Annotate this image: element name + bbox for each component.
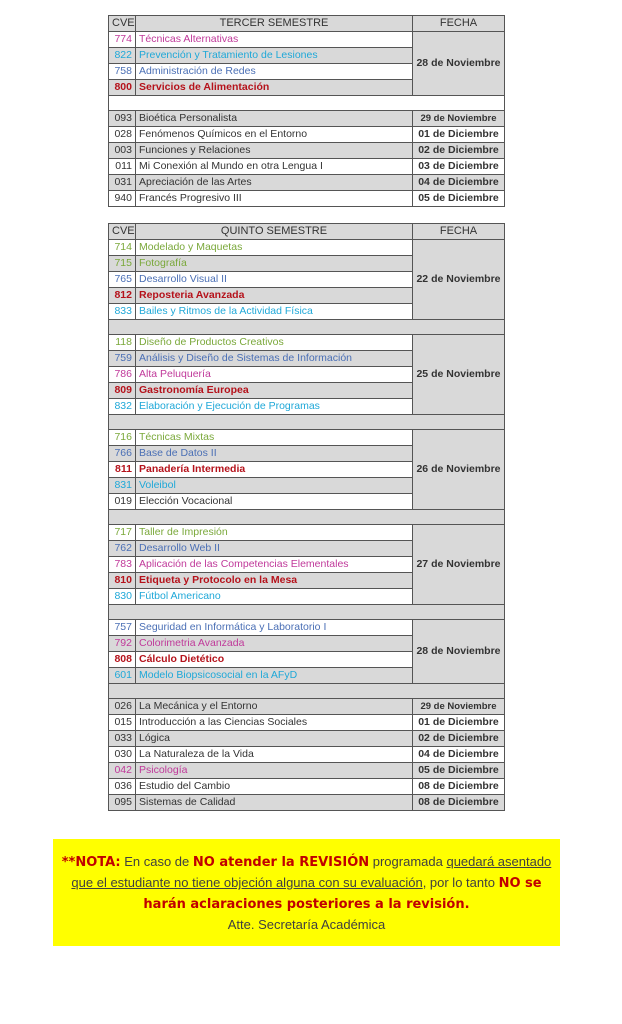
cve-cell: 757 [109,620,136,636]
date-cell: 28 de Noviembre [413,32,505,96]
separator-cell [109,510,505,525]
cve-cell: 800 [109,80,136,96]
table-row [109,335,505,351]
table-row [109,620,505,636]
subject-cell: Introducción a las Ciencias Sociales [136,715,413,731]
subject-cell: Psicología [136,763,413,779]
subject-cell: Bioética Personalista [136,111,413,127]
table-row [109,779,505,795]
cve-cell: 765 [109,272,136,288]
subject-cell: La Mecánica y el Entorno [136,699,413,715]
table-row [109,159,505,175]
subject-cell: Colorimetria Avanzada [136,636,413,652]
subject-cell: Elección Vocacional [136,494,413,510]
date-cell: 04 de Diciembre [413,175,505,191]
cve-cell: 716 [109,430,136,446]
subject-cell: Administración de Redes [136,64,413,80]
date-cell: 03 de Diciembre [413,159,505,175]
subject-cell: Sistemas de Calidad [136,795,413,811]
table-row [109,731,505,747]
cve-cell: 792 [109,636,136,652]
table-row [109,795,505,811]
cve-cell: 822 [109,48,136,64]
note-underlined: quedará asentado que el estudiante no tiene objeción alguna con su evaluación [71,854,552,890]
date-cell: 29 de Noviembre [413,699,505,715]
cve-cell: 093 [109,111,136,127]
subject-cell: Técnicas Alternativas [136,32,413,48]
date-cell: 08 de Diciembre [413,795,505,811]
date-cell: 08 de Diciembre [413,779,505,795]
cve-cell: 833 [109,304,136,320]
subject-cell: Funciones y Relaciones [136,143,413,159]
subject-cell: Fútbol Americano [136,589,413,605]
table-row [109,143,505,159]
separator-cell [109,320,505,335]
table-row [109,32,505,48]
separator-cell [109,684,505,699]
date-cell: 28 de Noviembre [413,620,505,684]
note-signature: Atte. Secretaría Académica [227,917,386,932]
header-title: QUINTO SEMESTRE [136,224,413,240]
note-emphasis-1: NO atender la REVISIÓN [192,855,370,870]
date-cell: 04 de Diciembre [413,747,505,763]
separator-row [109,320,505,335]
subject-cell: Desarrollo Web II [136,541,413,557]
cve-cell: 095 [109,795,136,811]
cve-cell: 036 [109,779,136,795]
separator-row [109,684,505,699]
note-text-3: , por lo tanto [422,875,499,890]
separator-cell [109,96,505,111]
table-row [109,699,505,715]
header-cve: CVE [109,224,136,240]
cve-cell: 832 [109,399,136,415]
subject-cell: Lógica [136,731,413,747]
cve-cell: 811 [109,462,136,478]
subject-cell: Panadería Intermedia [136,462,413,478]
separator-cell [109,415,505,430]
revision-note [53,839,560,946]
subject-cell: Taller de Impresión [136,525,413,541]
subject-cell: Fotografía [136,256,413,272]
subject-cell: Prevención y Tratamiento de Lesiones [136,48,413,64]
subject-cell: Análisis y Diseño de Sistemas de Información [136,351,413,367]
subject-cell: Estudio del Cambio [136,779,413,795]
separator-row [109,605,505,620]
cve-cell: 808 [109,652,136,668]
cve-cell: 786 [109,367,136,383]
cve-cell: 810 [109,573,136,589]
subject-cell: Alta Peluquería [136,367,413,383]
subject-cell: Base de Datos II [136,446,413,462]
cve-cell: 715 [109,256,136,272]
date-cell: 02 de Diciembre [413,143,505,159]
header-fecha: FECHA [413,16,505,32]
cve-cell: 015 [109,715,136,731]
date-cell: 05 de Diciembre [413,763,505,779]
cve-cell: 030 [109,747,136,763]
table-header [109,16,505,32]
cve-cell: 759 [109,351,136,367]
subject-cell: Modelo Biopsicosocial en la AFyD [136,668,413,684]
separator-row [109,96,505,111]
cve-cell: 028 [109,127,136,143]
date-cell: 02 de Diciembre [413,731,505,747]
table-row [109,111,505,127]
subject-cell: Reposteria Avanzada [136,288,413,304]
cve-cell: 766 [109,446,136,462]
cve-cell: 940 [109,191,136,207]
table-row [109,763,505,779]
header-fecha: FECHA [413,224,505,240]
cve-cell: 042 [109,763,136,779]
subject-cell: Diseño de Productos Creativos [136,335,413,351]
subject-cell: Elaboración y Ejecución de Programas [136,399,413,415]
cve-cell: 118 [109,335,136,351]
table-row [109,430,505,446]
date-cell: 01 de Diciembre [413,127,505,143]
cve-cell: 762 [109,541,136,557]
date-cell: 29 de Noviembre [413,111,505,127]
date-cell: 25 de Noviembre [413,335,505,415]
cve-cell: 809 [109,383,136,399]
date-cell: 22 de Noviembre [413,240,505,320]
date-cell: 05 de Diciembre [413,191,505,207]
subject-cell: Apreciación de las Artes [136,175,413,191]
quinto-semestre-table [108,223,505,811]
note-text-1: En caso de [120,854,193,869]
table-row [109,715,505,731]
subject-cell: Etiqueta y Protocolo en la Mesa [136,573,413,589]
cve-cell: 812 [109,288,136,304]
subject-cell: Francés Progresivo III [136,191,413,207]
subject-cell: Mi Conexión al Mundo en otra Lengua I [136,159,413,175]
separator-cell [109,605,505,620]
subject-cell: Servicios de Alimentación [136,80,413,96]
subject-cell: Gastronomía Europea [136,383,413,399]
table-row [109,747,505,763]
cve-cell: 031 [109,175,136,191]
cve-cell: 011 [109,159,136,175]
date-cell: 26 de Noviembre [413,430,505,510]
note-text-2: programada [369,854,447,869]
separator-row [109,510,505,525]
cve-cell: 831 [109,478,136,494]
cve-cell: 717 [109,525,136,541]
subject-cell: Desarrollo Visual II [136,272,413,288]
subject-cell: Aplicación de las Competencias Elementales [136,557,413,573]
cve-cell: 830 [109,589,136,605]
note-emphasis-2: NO se harán aclaraciones posteriores a la revisión. [143,876,542,912]
subject-cell: Seguridad en Informática y Laboratorio I [136,620,413,636]
table-row [109,127,505,143]
date-cell: 01 de Diciembre [413,715,505,731]
subject-cell: Voleibol [136,478,413,494]
cve-cell: 033 [109,731,136,747]
table-row [109,191,505,207]
cve-cell: 026 [109,699,136,715]
header-cve: CVE [109,16,136,32]
date-cell: 27 de Noviembre [413,525,505,605]
subject-cell: Fenómenos Químicos en el Entorno [136,127,413,143]
subject-cell: Técnicas Mixtas [136,430,413,446]
cve-cell: 601 [109,668,136,684]
tercer-semestre-table [108,15,505,207]
table-header [109,224,505,240]
separator-row [109,415,505,430]
cve-cell: 758 [109,64,136,80]
table-row [109,240,505,256]
cve-cell: 019 [109,494,136,510]
header-title: TERCER SEMESTRE [136,16,413,32]
cve-cell: 003 [109,143,136,159]
cve-cell: 774 [109,32,136,48]
subject-cell: Cálculo Dietético [136,652,413,668]
subject-cell: Bailes y Ritmos de la Actividad Física [136,304,413,320]
cve-cell: 783 [109,557,136,573]
note-label: **NOTA: [61,855,121,870]
table-row [109,525,505,541]
cve-cell: 714 [109,240,136,256]
subject-cell: Modelado y Maquetas [136,240,413,256]
subject-cell: La Naturaleza de la Vida [136,747,413,763]
table-row [109,175,505,191]
